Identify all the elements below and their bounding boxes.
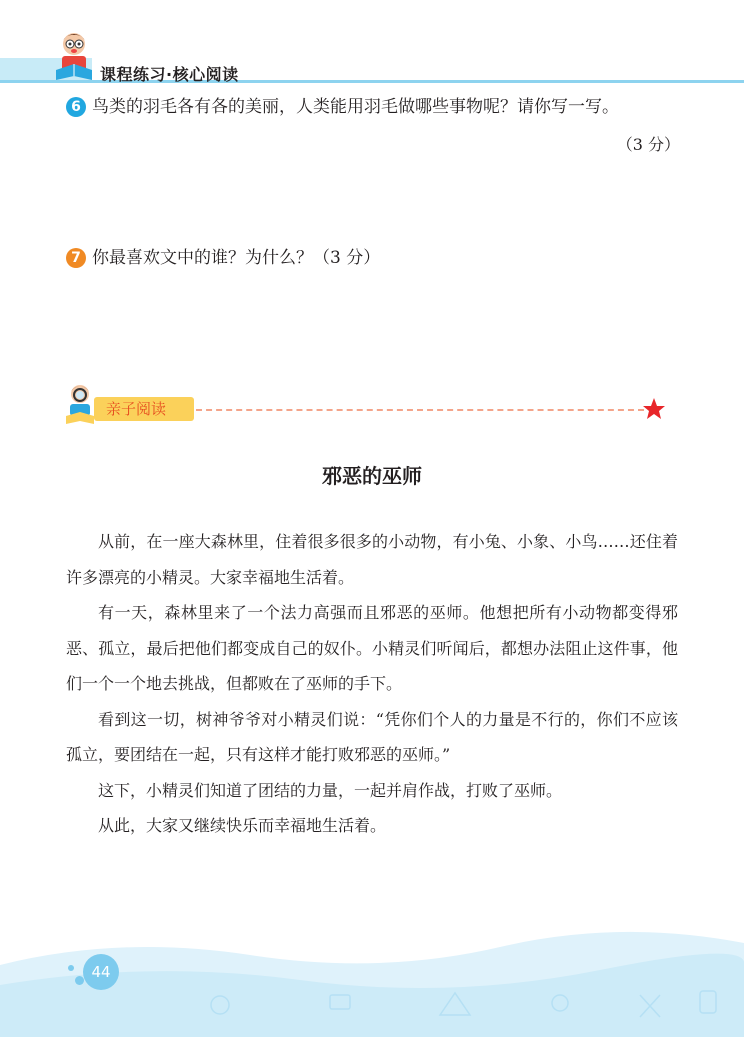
story-paragraph: 从前，在一座大森林里，住着很多很多的小动物，有小兔、小象、小鸟……还住着许多漂亮的小精灵。大家幸福地生活着。 (66, 532, 678, 587)
page-number: 44 (83, 954, 119, 990)
story-paragraph: 有一天，森林里来了一个法力高强而且邪恶的巫师。他想把所有小动物都变得邪恶、孤立，最后把他们都变成自己的奴仆。小精灵们听闻后，都想办法阻止这件事，他们一个一个地去挑战，但都败在了巫师的手下。 (66, 603, 678, 693)
story-paragraph: 这下，小精灵们知道了团结的力量，一起并肩作战，打败了巫师。 (98, 780, 563, 800)
question-number-badge: 7 (66, 248, 86, 268)
star-icon (642, 397, 666, 421)
footer-dot (75, 976, 84, 985)
story-paragraph: 从此，大家又继续快乐而幸福地生活着。 (98, 816, 387, 835)
question-score: （3 分） (616, 135, 680, 154)
story-body (66, 524, 678, 844)
question-7 (66, 243, 380, 268)
question-number-badge: 6 (66, 97, 86, 117)
section-tag: 亲子阅读 (94, 397, 194, 421)
question-text: 你最喜欢文中的谁？为什么？（3 分） (92, 248, 381, 268)
question-text: 鸟类的羽毛各有各的美丽，人类能用羽毛做哪些事物呢？请你写一写。 (92, 97, 619, 117)
story-paragraph: 看到这一切，树神爷爷对小精灵们说：“凭你们个人的力量是不行的，你们不应该孤立，要团结在一起，只有这样才能打败邪恶的巫师。” (66, 709, 678, 764)
header-title: 课程练习·核心阅读 (100, 65, 239, 84)
mascot-magnifier-icon (62, 382, 98, 426)
footer-dot (68, 965, 74, 971)
story-title: 邪恶的巫师 (322, 464, 422, 488)
section-divider (196, 409, 644, 411)
question-6 (66, 92, 619, 117)
mascot-reading-icon (50, 30, 98, 84)
